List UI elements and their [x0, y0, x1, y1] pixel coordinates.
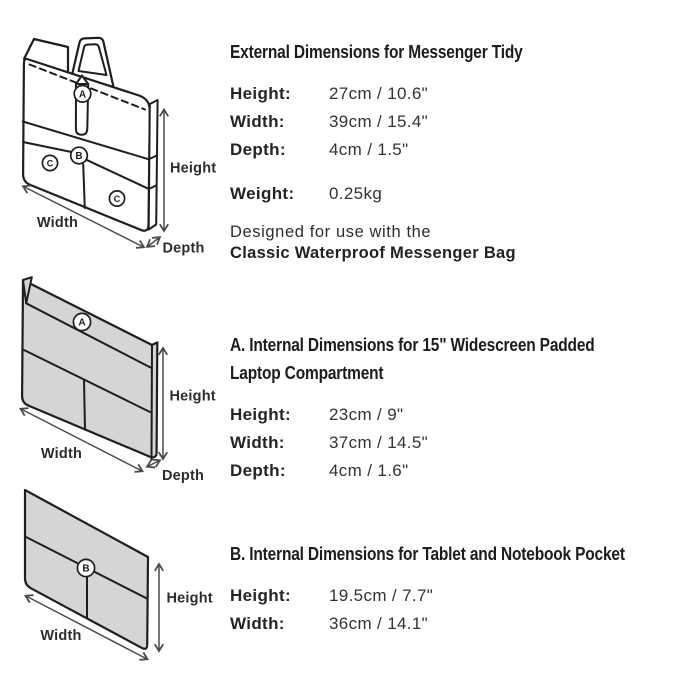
- section-title: [230, 540, 630, 568]
- spec-value: 23cm / 9": [329, 405, 404, 424]
- spec-row-width: [230, 108, 695, 136]
- spec-label: Width:: [230, 433, 285, 452]
- height-label: Height: [170, 160, 217, 177]
- spec-table: [230, 80, 695, 208]
- spec-row-height: [230, 582, 695, 610]
- spec-row-weight: [230, 180, 695, 208]
- badge-a-letter: A: [78, 317, 86, 329]
- note-line-1: Designed for use with the: [230, 223, 432, 241]
- badge-c-right-letter: C: [113, 193, 121, 204]
- depth-label: Depth: [162, 240, 205, 257]
- badge-c-right: [109, 191, 124, 206]
- laptop-compartment-diagram: [8, 268, 218, 486]
- spec-row-height: [230, 401, 695, 429]
- spec-label: Height:: [230, 84, 291, 103]
- spec-value: 0.25kg: [329, 184, 383, 203]
- section-tablet-pocket: [230, 540, 695, 638]
- bag-depth-face: [149, 100, 158, 230]
- depth-arrow: [148, 461, 160, 467]
- height-label: Height: [166, 590, 213, 607]
- spec-table: [230, 582, 695, 638]
- title-line-1: B. Internal Dimensions for Tablet and Notebook Pocket: [230, 544, 625, 564]
- width-label: Width: [36, 215, 79, 231]
- spec-label: Width:: [230, 112, 285, 131]
- spec-value: 37cm / 14.5": [329, 433, 429, 452]
- badge-b-letter: B: [82, 563, 90, 575]
- title-line-1: External Dimensions for Messenger Tidy: [230, 42, 523, 62]
- section-title: [230, 331, 630, 387]
- height-label: Height: [169, 388, 216, 405]
- spec-row-depth: [230, 457, 695, 485]
- spec-label: Depth:: [230, 140, 286, 159]
- spec-label: Height:: [230, 405, 291, 424]
- spec-table: [230, 401, 695, 485]
- badge-a: [73, 313, 90, 330]
- spec-value: 39cm / 15.4": [329, 112, 429, 131]
- title-line-1: A. Internal Dimensions for 15" Widescreen Padded: [230, 335, 595, 355]
- spec-label: Weight:: [230, 184, 295, 203]
- spec-row-depth: [230, 136, 695, 164]
- depth-arrow: [148, 238, 160, 247]
- badge-b: [77, 559, 94, 576]
- spec-value: 36cm / 14.1": [329, 614, 429, 633]
- badge-b-letter: B: [75, 151, 83, 163]
- badge-c-left: [42, 155, 57, 170]
- spec-row-height: [230, 80, 695, 108]
- spec-value: 4cm / 1.6": [329, 461, 409, 480]
- spec-row-width: [230, 429, 695, 457]
- badge-a: [74, 86, 91, 103]
- compartment-front-right-edge: [152, 345, 153, 460]
- section-title: [230, 38, 630, 66]
- width-label: Width: [40, 446, 83, 462]
- width-label: Width: [40, 628, 82, 644]
- spec-value: 27cm / 10.6": [329, 84, 429, 103]
- badge-c-left-letter: C: [46, 158, 54, 169]
- spec-label: Depth:: [230, 461, 286, 480]
- spec-label: Height:: [230, 586, 291, 605]
- badge-a-letter: A: [78, 89, 87, 101]
- designed-for-note: [230, 222, 695, 263]
- messenger-tidy-diagram: [8, 25, 218, 260]
- depth-label: Depth: [162, 468, 205, 484]
- section-external-dimensions: [230, 38, 695, 263]
- title-line-2: Laptop Compartment: [230, 363, 384, 383]
- spec-row-width: [230, 610, 695, 638]
- note-line-2: Classic Waterproof Messenger Bag: [230, 243, 516, 262]
- spec-label: Width:: [230, 614, 285, 633]
- spec-value: 4cm / 1.5": [329, 140, 409, 159]
- section-laptop-compartment: [230, 331, 695, 485]
- compartment-body: [22, 280, 157, 457]
- spec-value: 19.5cm / 7.7": [329, 586, 434, 605]
- badge-b: [71, 147, 88, 164]
- compartment-divider: [84, 380, 85, 429]
- tablet-pocket-diagram: [8, 482, 218, 682]
